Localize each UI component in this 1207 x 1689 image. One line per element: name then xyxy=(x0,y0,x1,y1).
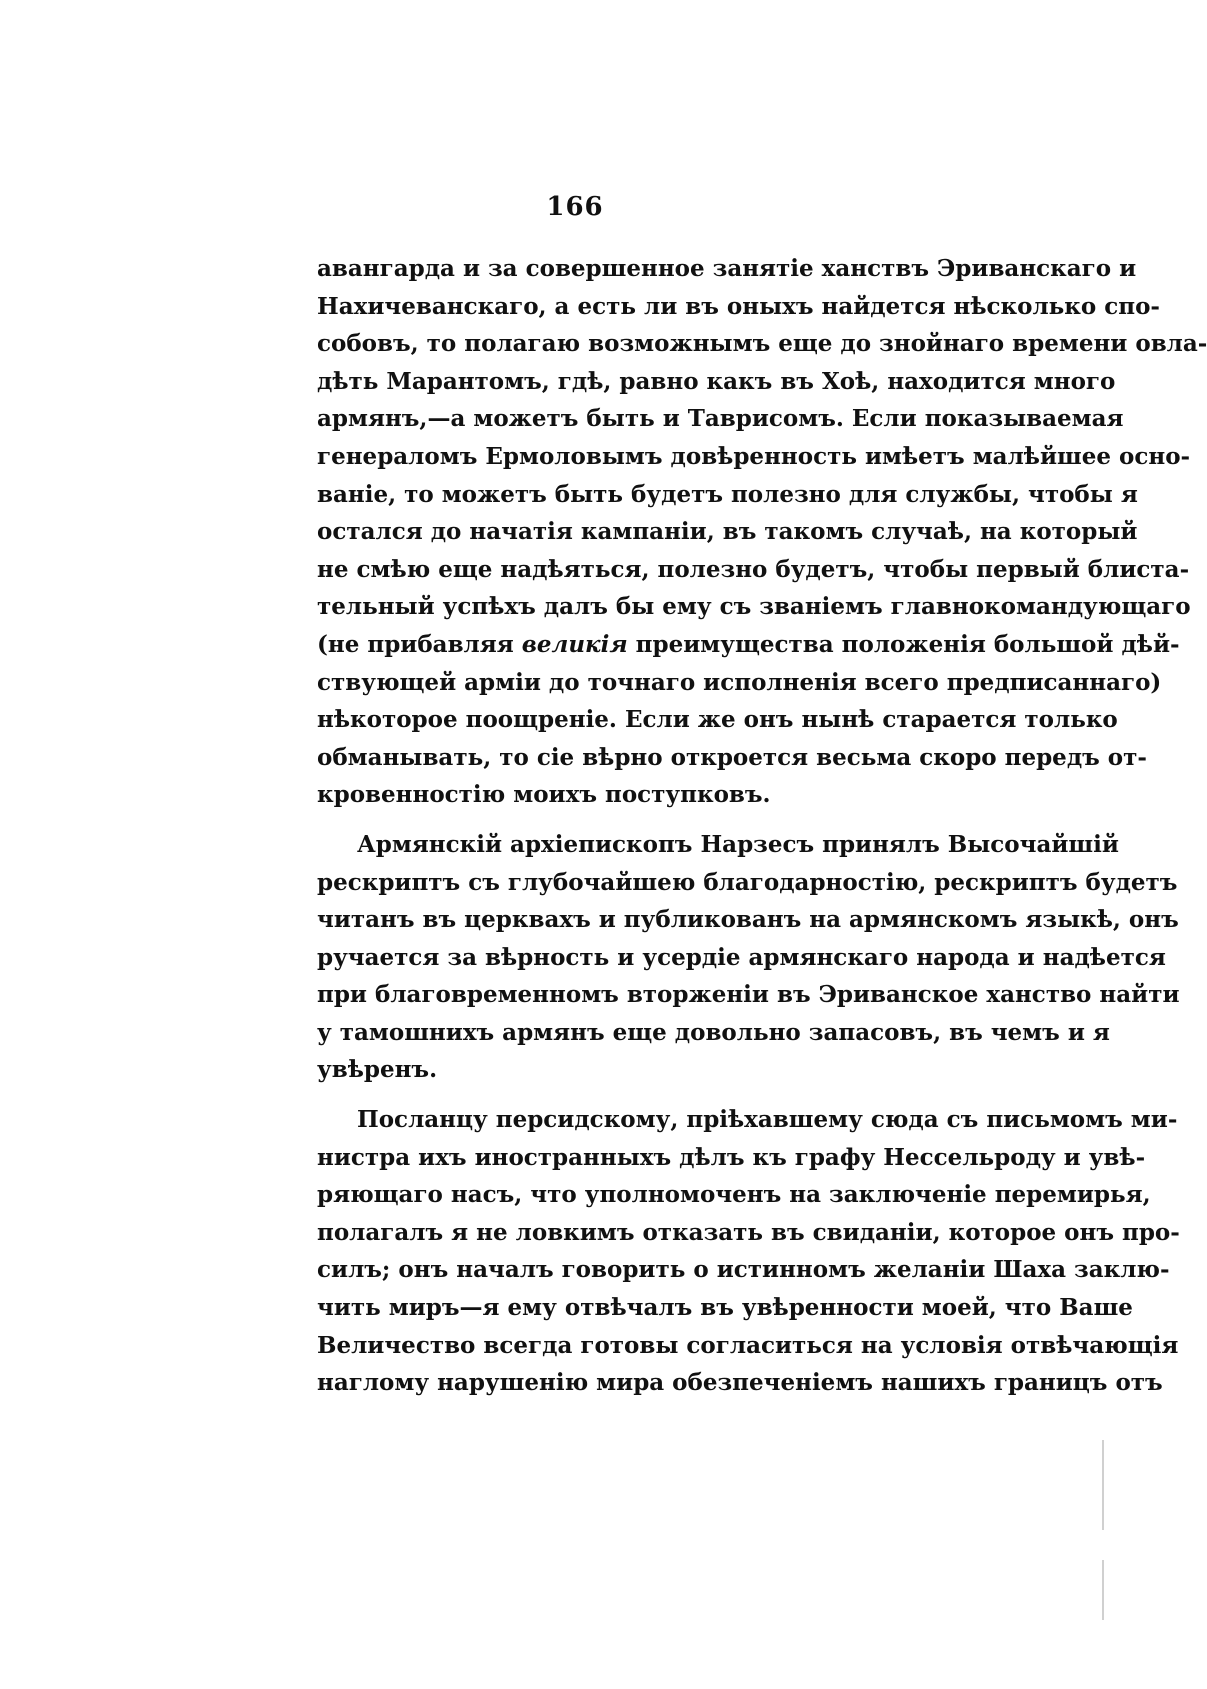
text-line: остался до начатія кампаніи, въ такомъ случаѣ, на который xyxy=(317,518,1138,546)
text-line: наглому нарушенію мира обезпеченіемъ нашихъ границъ отъ xyxy=(317,1369,1163,1397)
scan-edge-mark xyxy=(1102,1560,1104,1620)
text-line: силъ; онъ началъ говорить о истинномъ желаніи Шаха заклю- xyxy=(317,1256,1170,1284)
text-line: полагалъ я не ловкимъ отказать въ свиданіи, которое онъ про- xyxy=(317,1218,1180,1246)
text-line: дѣть Марантомъ, гдѣ, равно какъ въ Хоѣ, находится много xyxy=(317,367,1116,395)
text-line: собовъ, то полагаю возможнымъ еще до знойнаго времени овла- xyxy=(317,330,1207,358)
text-line: обманывать, то сіе вѣрно откроется весьма скоро передъ от- xyxy=(317,743,1147,771)
text-line: ваніе, то можетъ быть будетъ полезно для службы, чтобы я xyxy=(317,480,1138,508)
italic-word: великія xyxy=(521,630,628,658)
text-line: чить миръ—я ему отвѣчалъ въ увѣренности моей, что Ваше xyxy=(317,1294,1133,1322)
text-line: авангарда и за совершенное занятіе ханствъ Эриванскаго и xyxy=(317,255,1137,282)
text-line: тельный успѣхъ далъ бы ему съ званіемъ главнокомандующаго xyxy=(317,593,1191,621)
paragraph-3 xyxy=(317,1101,1180,1402)
text-line: генераломъ Ермоловымъ довѣренность имѣетъ малѣйшее осно- xyxy=(317,442,1191,470)
text-line: рескриптъ съ глубочайшею благодарностію, рескриптъ будетъ xyxy=(317,868,1178,896)
text-line: нѣкоторое поощреніе. Если же онъ нынѣ старается только xyxy=(317,706,1118,734)
text-line: при благовременномъ вторженіи въ Эриванское ханство найти xyxy=(317,981,1180,1009)
text-line: читанъ въ церквахъ и публикованъ на армянскомъ языкѣ, онъ xyxy=(317,906,1179,934)
text-line xyxy=(317,626,1180,664)
paragraph-1 xyxy=(317,250,1207,814)
text-line: увѣренъ. xyxy=(317,1056,438,1084)
scan-edge-mark xyxy=(1102,1440,1104,1530)
text-line: Величество всегда готовы согласиться на условія отвѣчающія xyxy=(317,1331,1179,1359)
text-line: у тамошнихъ армянъ еще довольно запасовъ, въ чемъ и я xyxy=(317,1018,1110,1046)
text-line: ряющаго насъ, что уполномоченъ на заключеніе перемирья, xyxy=(317,1181,1151,1209)
text-line: не смѣю еще надѣяться, полезно будетъ, чтобы первый блиста- xyxy=(317,555,1190,583)
body-text xyxy=(317,250,1207,1402)
text-line: ручается за вѣрность и усердіе армянскаго народа и надѣется xyxy=(317,943,1166,971)
paragraph-2 xyxy=(317,826,1180,1089)
text-line: Армянскій архіепископъ Нарзесъ принялъ Высочайшій xyxy=(357,830,1119,858)
text-line: нистра ихъ иностранныхъ дѣлъ къ графу Нессельроду и увѣ- xyxy=(317,1143,1146,1171)
text-segment: преимущества положенія большой дѣй- xyxy=(627,630,1180,658)
text-line: Нахичеванскаго, а есть ли въ оныхъ найдется нѣсколько спо- xyxy=(317,292,1160,320)
text-line: армянъ,—а можетъ быть и Таврисомъ. Если показываемая xyxy=(317,405,1124,433)
text-line: Посланцу персидскому, пріѣхавшему сюда съ письмомъ ми- xyxy=(357,1106,1178,1134)
page-number: 166 xyxy=(546,192,604,222)
text-line: ствующей арміи до точнаго исполненія всего предписаннаго) xyxy=(317,668,1162,696)
text-segment: (не прибавляя xyxy=(317,630,522,658)
text-line: кровенностію моихъ поступковъ. xyxy=(317,781,771,809)
